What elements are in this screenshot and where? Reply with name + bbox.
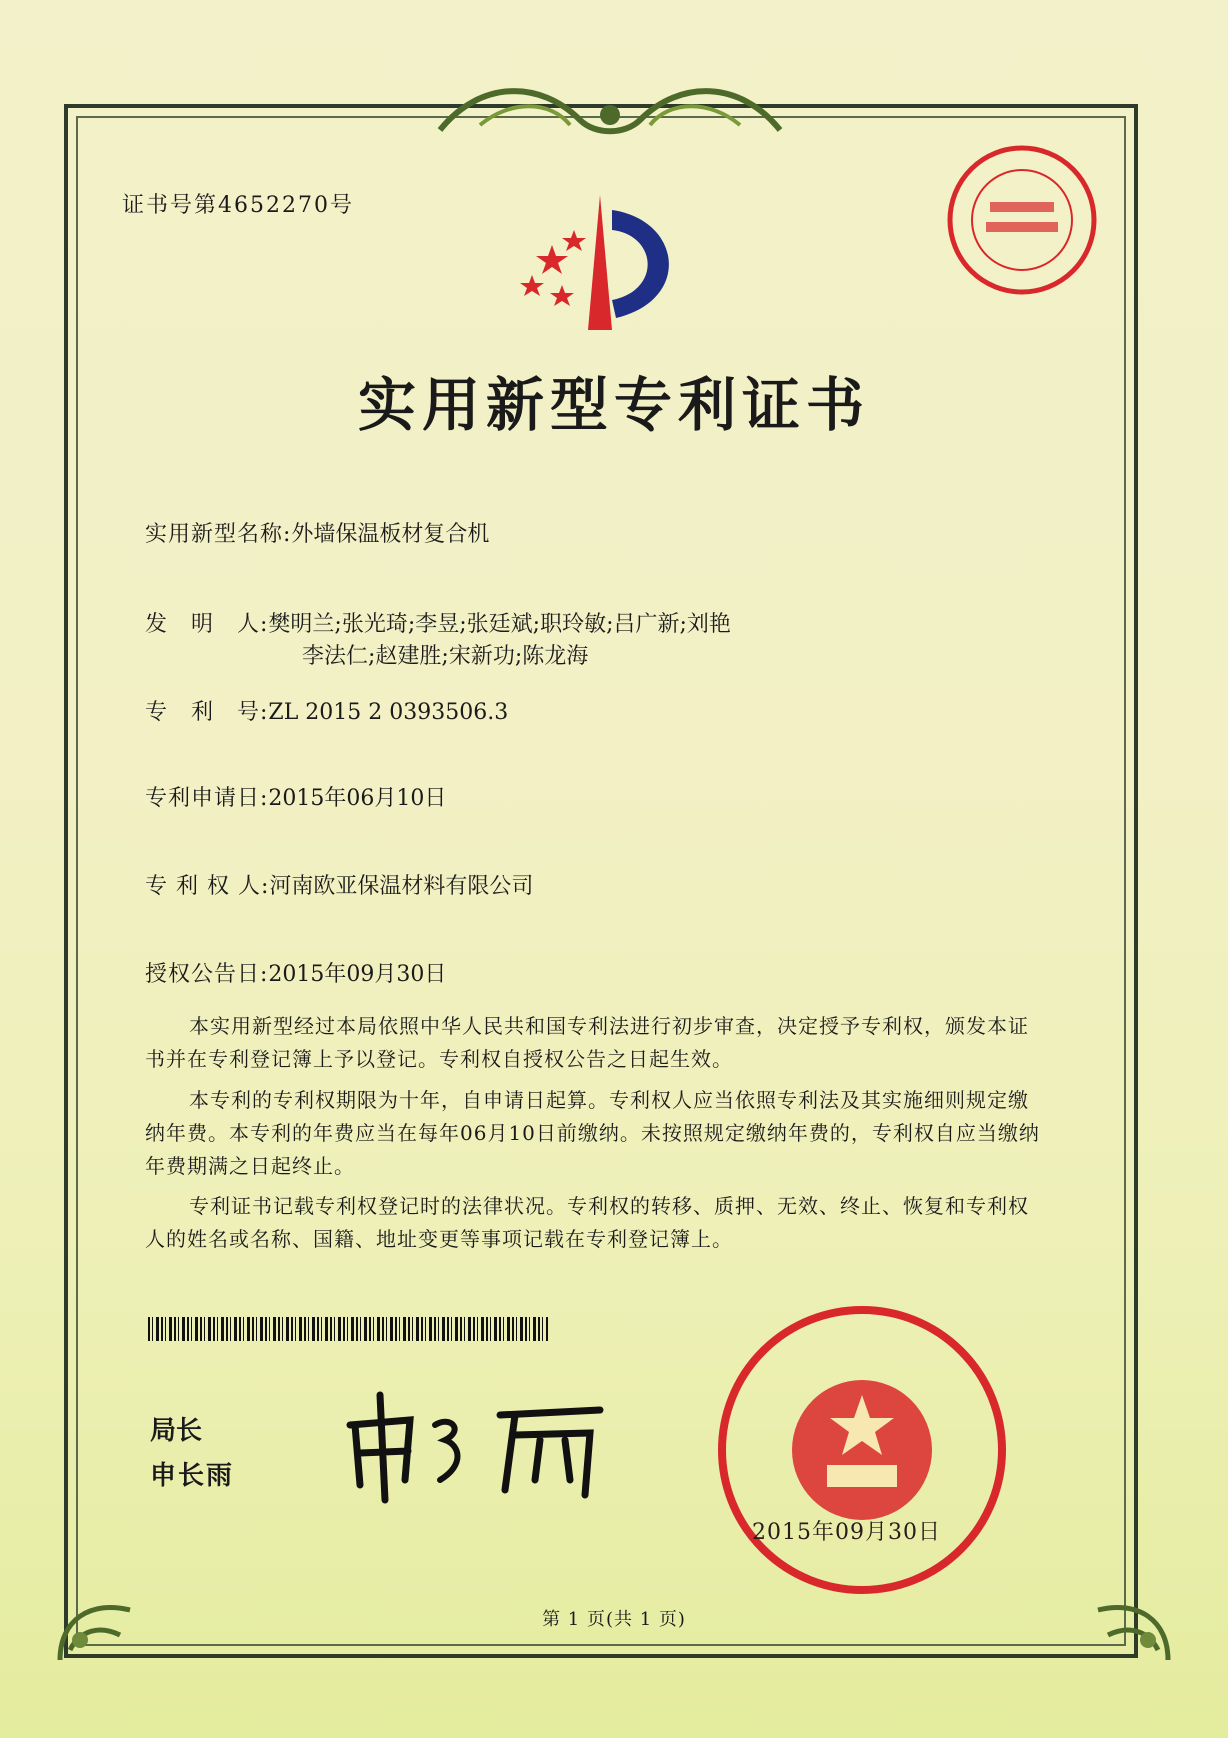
field-value: 河南欧亚保温材料有限公司 bbox=[269, 874, 534, 899]
body-paragraph: 本专利的专利权期限为十年，自申请日起算。专利权人应当依照专利法及其实施细则规定缴纳年费。本专利的年费应当在每年06月10日前缴纳。未按照规定缴纳年费的，专利权自应当缴纳年费期满之日起终止。 bbox=[145, 1088, 1040, 1178]
patent-number-field bbox=[145, 696, 508, 730]
field-label: 专 利 号: bbox=[145, 700, 269, 725]
field-label: 授权公告日: bbox=[145, 962, 269, 987]
top-ornament-decoration bbox=[420, 70, 800, 150]
field-label: 发 明 人: bbox=[145, 612, 269, 637]
field-label: 实用新型名称: bbox=[145, 522, 292, 547]
field-label: 专利申请日: bbox=[145, 786, 269, 811]
utility-model-name-field bbox=[145, 518, 489, 552]
patent-office-logo-icon bbox=[512, 190, 712, 340]
patentee-field bbox=[145, 870, 533, 904]
official-seal-stamp-icon bbox=[712, 1300, 1012, 1600]
grant-date-field bbox=[145, 958, 446, 992]
field-value: 2015年09月30日 bbox=[268, 962, 447, 987]
inventors-field-line2: 李法仁;赵建胜;宋新功;陈龙海 bbox=[302, 644, 589, 669]
barcode bbox=[148, 1317, 548, 1341]
filing-date-field bbox=[145, 782, 446, 816]
inventors-field bbox=[145, 608, 731, 642]
body-paragraph: 本实用新型经过本局依照中华人民共和国专利法进行初步审查，决定授予专利权，颁发本证书并在专利登记簿上予以登记。专利权自授权公告之日起生效。 bbox=[145, 1014, 1029, 1071]
tax-stamp-seal-icon bbox=[942, 140, 1102, 300]
page-number: 第 1 页(共 1 页) bbox=[542, 1609, 686, 1630]
seal-date: 2015年09月30日 bbox=[752, 1520, 941, 1545]
field-value: ZL 2015 2 0393506.3 bbox=[268, 700, 509, 725]
certificate-number: 证书号第4652270号 bbox=[122, 193, 354, 218]
body-paragraph: 专利证书记载专利权登记时的法律状况。专利权的转移、质押、无效、终止、恢复和专利权人的姓名或名称、国籍、地址变更等事项记载在专利登记簿上。 bbox=[145, 1194, 1029, 1251]
field-value: 外墙保温板材复合机 bbox=[291, 522, 490, 547]
field-value: 樊明兰;张光琦;李昱;张廷斌;职玲敏;吕广新;刘艳 bbox=[268, 612, 731, 637]
field-value: 2015年06月10日 bbox=[268, 786, 447, 811]
signatory-title: 局长 bbox=[150, 1416, 203, 1446]
field-label: 专 利 权 人: bbox=[145, 874, 270, 899]
page-title: 实用新型专利证书 bbox=[357, 371, 870, 439]
signatory-name: 申长雨 bbox=[150, 1461, 235, 1491]
handwritten-signature bbox=[340, 1385, 620, 1505]
